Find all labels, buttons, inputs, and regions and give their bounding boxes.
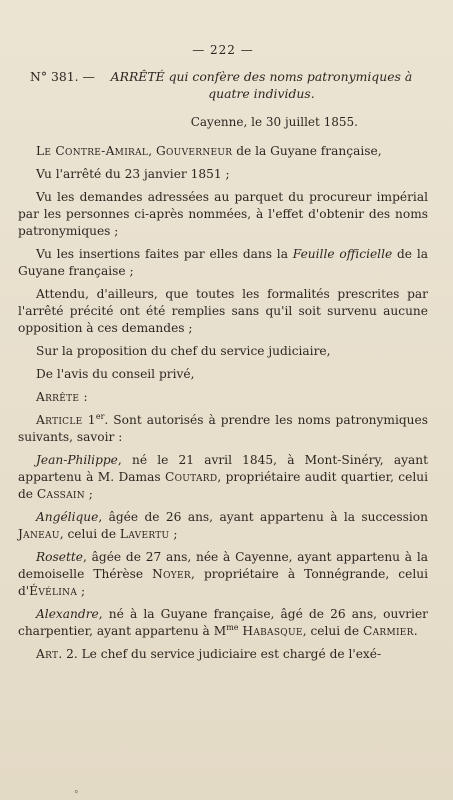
owner-name: Habasque: [242, 624, 303, 638]
superscript: er: [95, 411, 105, 421]
decree-heading: [18, 68, 428, 102]
text-segment: , celui de: [302, 624, 363, 638]
text-segment: ;: [84, 487, 93, 501]
paragraph-alexandre: [18, 606, 428, 640]
paragraph-attendu: Attendu, d'ailleurs, que toutes les formalités prescrites par l'arrêté précité ont été remplies sans qu'il soit survenu aucune opposition à ces demandes ;: [18, 287, 428, 335]
person-name: Rosette: [36, 550, 83, 564]
text-segment: . 2. Le chef du service judiciaire est chargé de l'exé-: [58, 647, 382, 661]
governor-role: Gouverneur: [155, 144, 233, 158]
text-segment: , né le 21 avril 1845, à Mont-Sinéry, ayant appartenu à M. Damas: [18, 453, 428, 484]
article-label: Art: [36, 647, 59, 661]
text-segment: .: [413, 624, 418, 638]
text-segment: ;: [169, 527, 178, 541]
superscript: me: [226, 622, 239, 632]
text-segment: Vu les insertions faites par elles dans la: [36, 247, 293, 261]
governor-title: Le Contre-Amiral: [36, 144, 149, 158]
text-segment: ;: [77, 584, 86, 598]
new-surname: Évélina: [29, 584, 78, 598]
text-segment: , propriétaire à Tonnégrande, celui d': [18, 567, 428, 598]
owner-name: Janeau: [18, 527, 60, 541]
decree-number: N° 381. —: [30, 69, 95, 84]
paragraph-rosette: [18, 549, 428, 600]
owner-name: Coutard: [164, 470, 218, 484]
decree-title: ARRÊTÉ qui confère des noms patronymiques à quatre individus.: [110, 69, 413, 101]
paragraph-avis: De l'avis du conseil privé,: [36, 367, 195, 381]
paragraph-vu-demandes: Vu les demandes adressées au parquet du procureur impérial par les personnes ci-après nommées, à l'effet d'obtenir des noms patronymiques ;: [18, 190, 428, 238]
text-segment: , âgée de 26 ans, ayant appartenu à la succession: [98, 510, 428, 524]
paragraph-jean-philippe: [18, 452, 428, 503]
text-segment: de la Guyane française ;: [18, 247, 428, 278]
text-segment: , âgée de 27 ans, née à Cayenne, ayant appartenu à la demoiselle Thérèse: [18, 550, 428, 581]
person-name: Jean-Philippe: [36, 453, 118, 467]
new-surname: Lavertu: [119, 527, 170, 541]
text-segment: , propriétaire audit quartier, celui de: [18, 470, 428, 501]
paragraph-article-2: [18, 646, 428, 663]
new-surname: Cassain: [36, 487, 85, 501]
person-name: Alexandre: [36, 607, 99, 621]
paragraph-vu-insertions: [18, 246, 428, 280]
paragraph-angelique: [18, 509, 428, 543]
decree-date: Cayenne, le 30 juillet 1855.: [190, 115, 358, 129]
paragraph-governor: [18, 143, 428, 160]
page-content: [18, 42, 428, 669]
paragraph-vu-arrete: Vu l'arrêté du 23 janvier 1851 ;: [36, 167, 230, 181]
person-name: Angélique: [36, 510, 99, 524]
publication-name: Feuille officielle: [292, 247, 393, 261]
paragraph-arrete: Arrête :: [36, 390, 88, 404]
text-segment: ,: [148, 144, 156, 158]
text-segment: , celui de: [59, 527, 120, 541]
page-number: — 222 —: [192, 43, 254, 57]
text-segment: de la Guyane française,: [232, 144, 382, 158]
footer-mark: °: [74, 790, 79, 800]
paragraph-proposition: Sur la proposition du chef du service judiciaire,: [36, 344, 331, 358]
article-label: Article 1: [36, 413, 96, 427]
paragraph-article-1: [18, 412, 428, 446]
new-surname: Carmier: [362, 624, 414, 638]
owner-name: Noyer: [152, 567, 191, 581]
text-segment: . Sont autorisés à prendre les noms patronymiques suivants, savoir :: [18, 413, 428, 444]
text-segment: , né à la Guyane française, âgé de 26 ans, ouvrier charpentier, ayant appartenu à M: [18, 607, 428, 638]
